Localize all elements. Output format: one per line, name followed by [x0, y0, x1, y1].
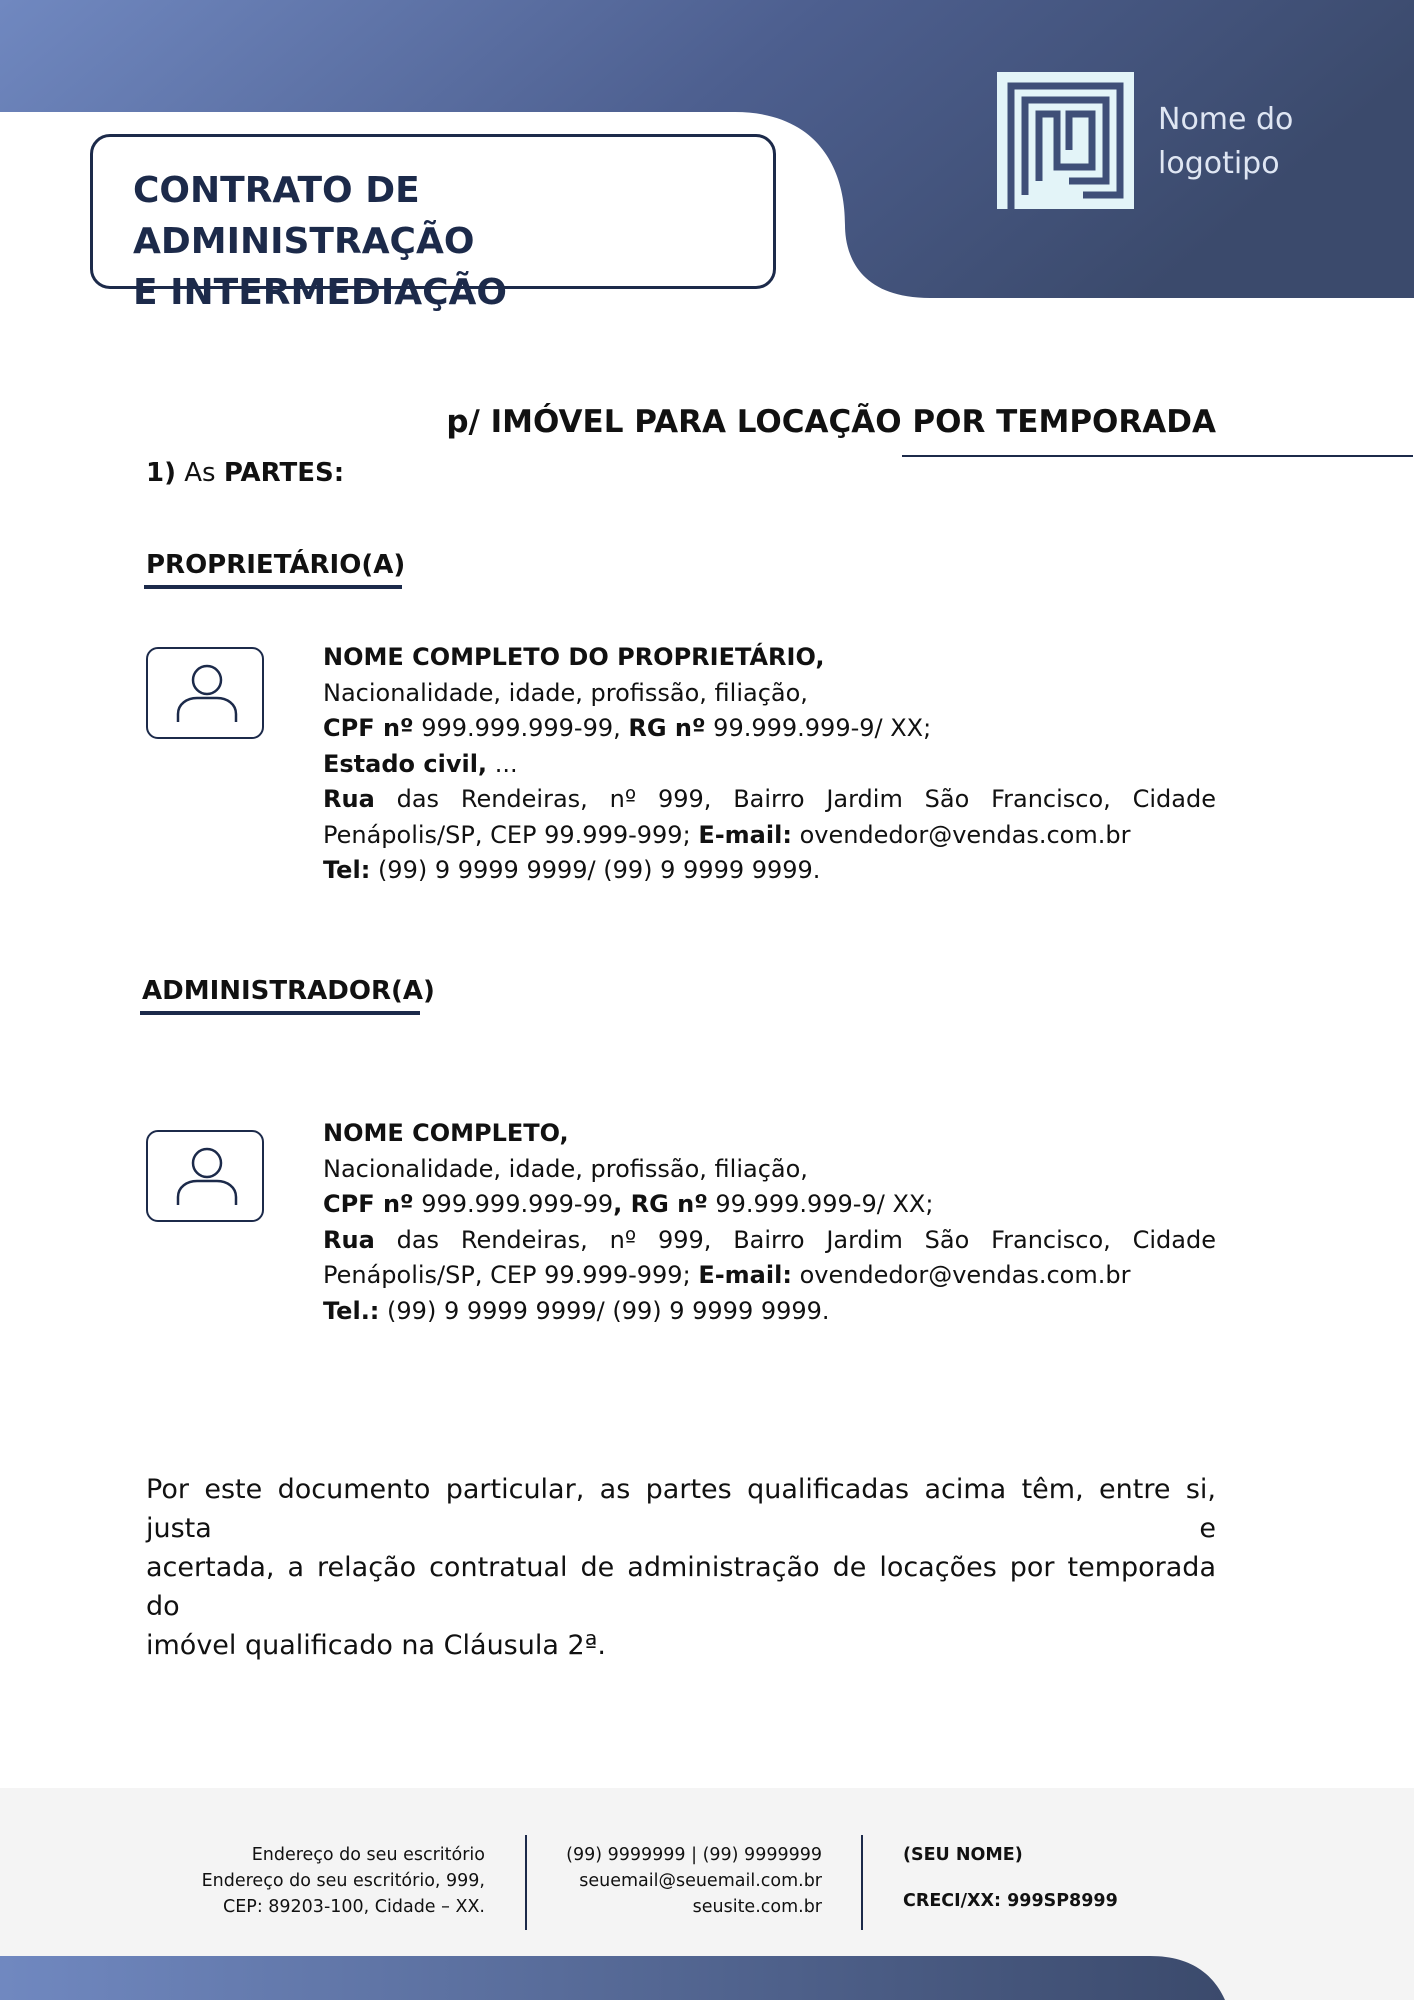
admin-phone: Tel.: (99) 9 9999 9999/ (99) 9 9999 9999.: [323, 1296, 830, 1325]
footer-address: Endereço do seu escritório Endereço do seu escritório, 999, CEP: 89203-100, Cidade – XX.: [201, 1845, 485, 1917]
admin-heading: ADMINISTRADOR(A): [142, 976, 435, 1006]
section-number: 1): [146, 458, 176, 488]
owner-details: [323, 640, 1216, 889]
admin-city-email: Penápolis/SP, CEP 99.999-999; E-mail: ovendedor@vendas.com.br: [323, 1261, 1131, 1289]
logo-line-2: logotipo: [1158, 146, 1280, 181]
footer-email[interactable]: seuemail@seuemail.com.br: [579, 1871, 822, 1891]
footer-creci: CRECI/XX: 999SP8999: [903, 1891, 1118, 1911]
logo-wordmark: [1158, 98, 1358, 186]
footer-website[interactable]: seusite.com.br: [692, 1897, 822, 1917]
owner-civil-status: Estado civil, ...: [323, 749, 518, 778]
footer-phones: (99) 9999999 | (99) 9999999: [566, 1845, 822, 1865]
subtitle-underline: [902, 455, 1413, 457]
user-icon: [175, 662, 239, 726]
section-as: As: [184, 458, 216, 488]
document-subtitle: p/ IMÓVEL PARA LOCAÇÃO POR TEMPORADA: [446, 404, 1216, 440]
footer-signature: [903, 1842, 1203, 1914]
owner-documents: CPF nº 999.999.999-99, RG nº 99.999.999-9/ XX;: [323, 714, 932, 742]
owner-phone: Tel: (99) 9 9999 9999/ (99) 9 9999 9999.: [323, 856, 821, 884]
admin-street: Rua das Rendeiras, nº 999, Bairro Jardim São Francisco, Cidade: [323, 1225, 1216, 1254]
owner-personal-details: Nacionalidade, idade, profissão, filiação,: [323, 678, 808, 707]
title-line-2: E INTERMEDIAÇÃO: [133, 272, 507, 313]
owner-avatar: [146, 647, 264, 739]
admin-name: NOME COMPLETO,: [323, 1119, 569, 1147]
owner-name: NOME COMPLETO DO PROPRIETÁRIO,: [323, 643, 825, 671]
owner-city-email: Penápolis/SP, CEP 99.999-999; E-mail: ovendedor@vendas.com.br: [323, 820, 1131, 849]
maze-logo-icon: [997, 72, 1134, 209]
user-icon: [175, 1145, 239, 1209]
admin-details: [323, 1116, 1216, 1329]
logo-line-1: Nome do: [1158, 102, 1294, 137]
admin-documents: CPF nº 999.999.999-99, RG nº 99.999.999-9/ XX;: [323, 1190, 934, 1218]
owner-street: Rua das Rendeiras, nº 999, Bairro Jardim São Francisco, Cidade: [323, 785, 1216, 813]
section-label: PARTES:: [223, 458, 345, 488]
admin-heading-underline: [140, 1011, 420, 1015]
admin-avatar: [146, 1130, 264, 1222]
title-line-1: CONTRATO DE ADMINISTRAÇÃO: [133, 170, 475, 262]
document-title: [133, 165, 753, 318]
owner-heading: PROPRIETÁRIO(A): [146, 550, 406, 580]
section-heading: [146, 458, 344, 488]
footer-contact: [520, 1842, 822, 1920]
footer-divider: [861, 1835, 863, 1930]
footer-name: (SEU NOME): [903, 1845, 1023, 1865]
intro-paragraph: Por este documento particular, as partes qualificadas acima têm, entre si, justa e acertada, a relação contratual de administração de locações por temporada do imóvel qualificado na Cláusula 2ª.: [146, 1474, 1216, 1661]
title-box: [90, 134, 776, 313]
owner-heading-underline: [144, 585, 402, 589]
admin-personal-details: Nacionalidade, idade, profissão, filiação,: [323, 1154, 808, 1183]
